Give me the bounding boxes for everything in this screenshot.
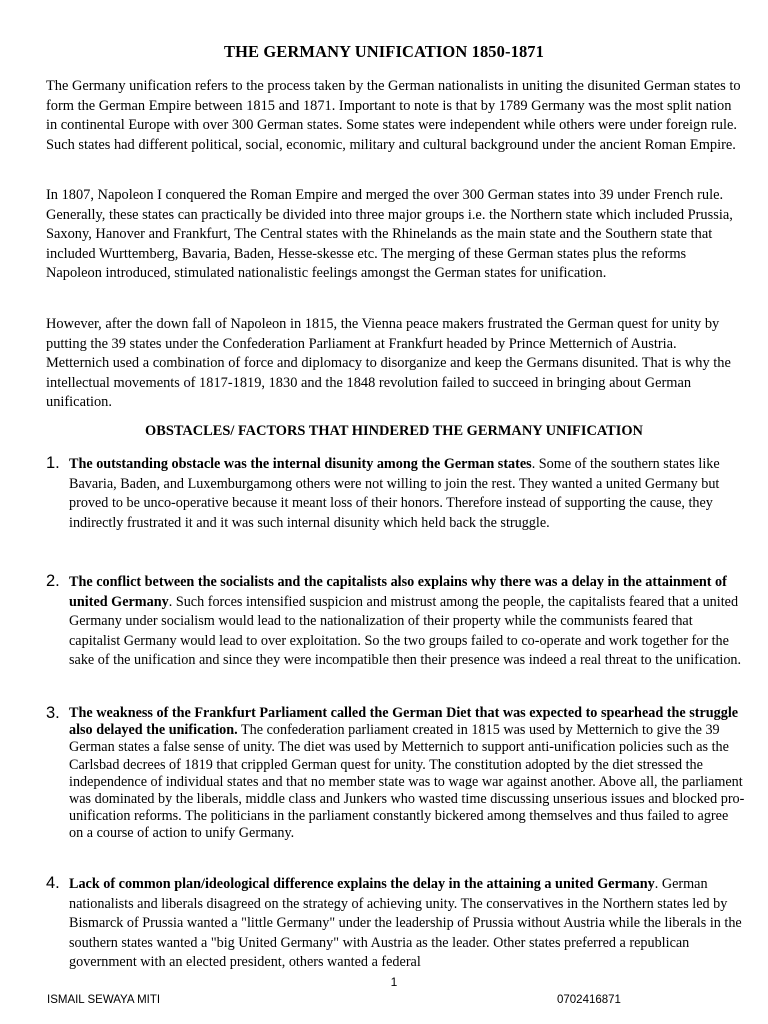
section-heading: OBSTACLES/ FACTORS THAT HINDERED THE GERMANY UNIFICATION (145, 423, 643, 439)
obstacle-heading: Lack of common plan/ideological difference explains the delay in the attaining a united Germany (69, 876, 655, 892)
obstacle-body: The confederation parliament created in 1815 was used by Metternich to give the 39 German states a false sense of unity. The diet was used by Metternich to support anti-unification policies such as the Carlsbad decrees of 1819 that crippled German quest for unity. The constitution adopted by the diet stressed the independence of individual states and that no member state was to wage war against another. Above all, the parliament was dominated by the liberals, middle class and Junkers who wasted time discussing unserious issues and blocked pro-unification reforms. The politicians in the parliament constantly bickered among themselves and thus failed to agree on a course of action to unify Germany. (69, 722, 745, 842)
obstacle-text (69, 705, 745, 843)
obstacle-text (69, 875, 745, 973)
footer-phone: 0702416871 (557, 994, 621, 1006)
obstacle-heading: The weakness of the Frankfurt Parliament called the German Diet that was expected to spearhead the struggle also delayed the unification. (69, 705, 739, 739)
obstacle-body: . German nationalists and liberals disagreed on the strategy of achieving unity. The conservatives in the Northern states led by Bismarck of Prussia wanted a "little Germany" under the leadership of Prussia without Austria while the liberals in the southern states wanted a "big United Germany" with Austria as the leader. Other states preferred a republican government with an elected president, others wanted a federal (69, 876, 742, 971)
page-number: 1 (390, 975, 398, 989)
obstacle-text (69, 573, 745, 671)
footer-author: ISMAIL SEWAYA MITI (47, 994, 161, 1006)
list-number: 2. (46, 572, 60, 590)
document-title: THE GERMANY UNIFICATION 1850-1871 (223, 42, 544, 61)
vienna-paragraph: However, after the down fall of Napoleon in 1815, the Vienna peace makers frustrated the German quest for unity by putting the 39 states under the Confederation Parliament at Frankfurt headed by Prince Metternich of Austria. Metternich used a combination of force and diplomacy to disorganize and keep the Germans disunited. That is why the intellectual movements of 1817-1819, 1830 and the 1848 revolution failed to succeed in bringing about German unification. (46, 316, 731, 410)
intro-paragraph: The Germany unification refers to the process taken by the German nationalists in uniting the disunited German states to form the German Empire between 1815 and 1871. Important to note is that by 1789 Germany was the most split nation in continental Europe with over 300 German states. Some states were independent while others were under foreign rule. Such states had different political, social, economic, military and cultural background under the ancient Roman Empire. (46, 78, 741, 153)
list-number: 3. (46, 704, 60, 722)
obstacle-body: . Such forces intensified suspicion and mistrust among the people, the capitalists feared that a united Germany under socialism would lead to the nationalization of their property while the communists feared that capitalist Germany would lead to over exploitation. So the two groups failed to co-operate and work together for the sake of the unification and since they were incompatible then their presence was indeed a real threat to the unification. (69, 593, 742, 669)
obstacle-heading: The conflict between the socialists and the capitalists also explains why there was a delay in the attainment of united Germany (69, 574, 727, 610)
list-number: 1. (46, 454, 60, 472)
napoleon-paragraph: In 1807, Napoleon I conquered the Roman Empire and merged the over 300 German states into 39 under French rule. Generally, these states can practically be divided into three major groups i.e. the Northern state which included Prussia, Saxony, Hanover and Frankfurt, The Central states with the Rhinelands as the main state and the Southern state that included Wurttemberg, Bavaria, Baden, Hesse-skesse etc. The merging of these German states plus the reforms Napoleon introduced, stimulated nationalistic feelings amongst the German states for unification. (46, 187, 733, 281)
obstacle-text (69, 455, 745, 533)
list-number: 4. (46, 874, 60, 892)
obstacle-heading: The outstanding obstacle was the internal disunity among the German states (69, 456, 532, 472)
obstacle-body: . Some of the southern states like Bavaria, Baden, and Luxemburgamong others were not willing to join the rest. They wanted a united Germany but proved to be unco-operative because it meant loss of their honors. Therefore instead of supporting the cause, they indirectly frustrated it and it was such internal disunity which held back the struggle. (69, 456, 720, 531)
